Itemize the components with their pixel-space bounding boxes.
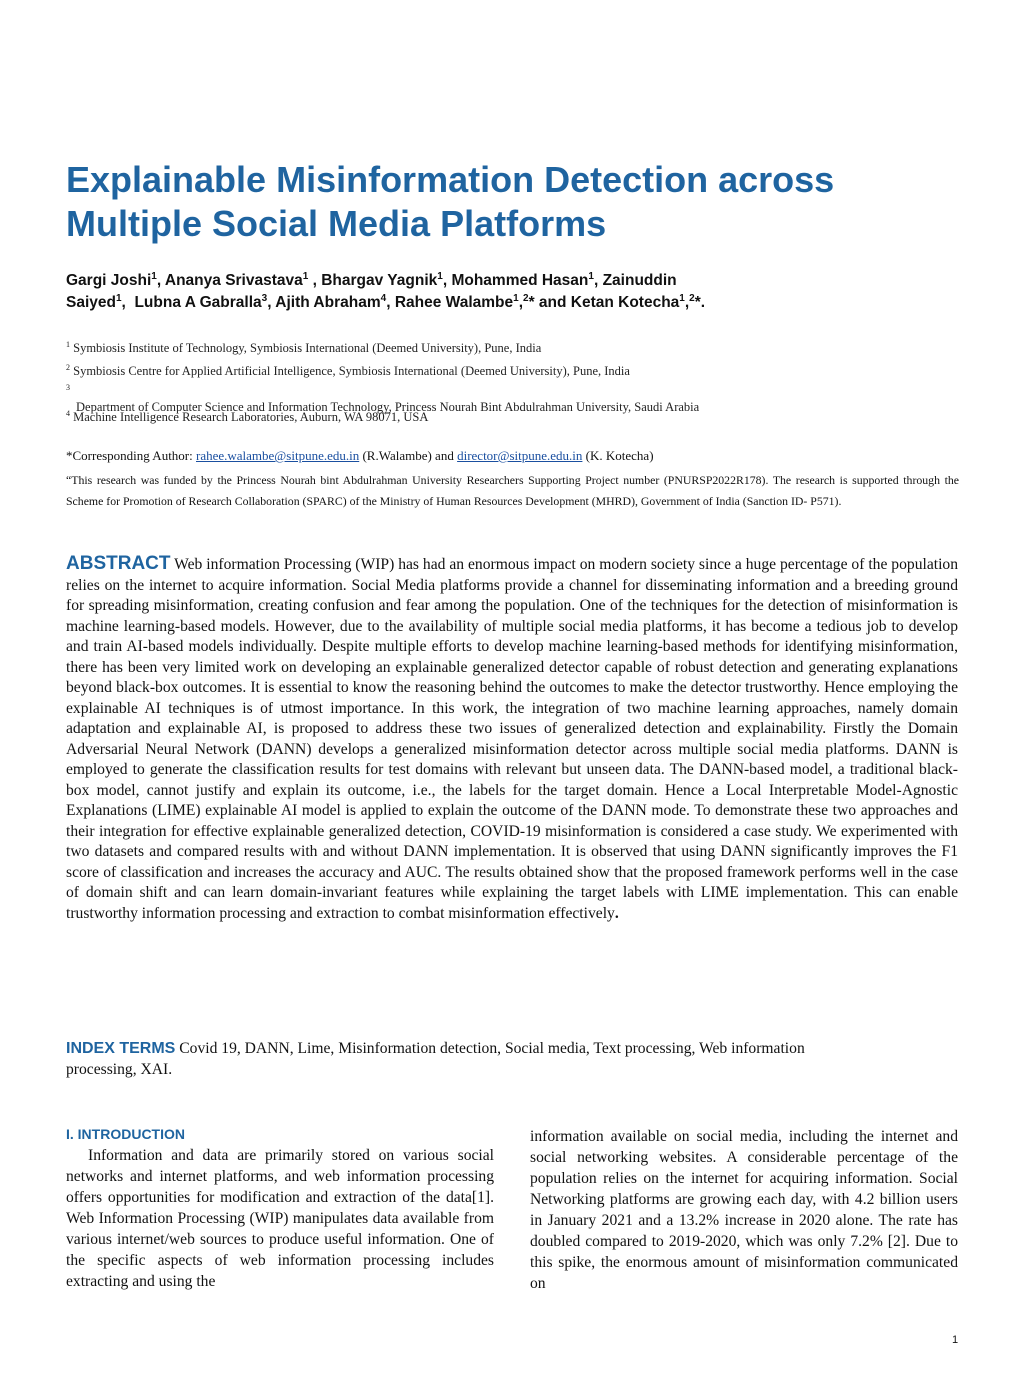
affiliation-text: Department of Computer Science and Information Technology, Princess Nourah Bint Abdulrahman University, Saudi Arabia [76, 400, 700, 415]
paper-title: Explainable Misinformation Detection across Multiple Social Media Platforms [66, 159, 835, 244]
abstract [66, 554, 958, 924]
affiliation-text: Symbiosis Institute of Technology, Symbiosis International (Deemed University), Pune, India [73, 341, 542, 356]
author-affiliation-marker: 2 [523, 292, 529, 304]
corresponding-author [66, 447, 956, 465]
intro-paragraph-right: information available on social media, including the internet and social networking websites. A considerable percentage of the population relies on the internet for acquiring information. Social Networking platforms are growing each day, with 4.2 billion users in January 2021 and a 13.2% increase in 2020 alone. The rate has doubled compared to 2019-2020, which was only 7.2% [2]. Due to this spike, the enormous amount of misinformation communicated on [530, 1128, 958, 1292]
author-separator: , [386, 294, 395, 311]
abstract-text: Web information Processing (WIP) has had an enormous impact on modern society since a huge percentage of the population relies on the internet to acquire information. Social Media platforms provide a channel for disseminating information and a breeding ground for spreading misinformation, creating confusion and fear among the population. One of the techniques for the detection of misinformation is machine learning-based models. However, due to the availability of multiple social media platforms, it has become a tedious job to develop and train AI-based models individually. Despite multiple efforts to develop machine learning-based methods for identifying misinformation, there has been very limited work on developing an explainable generalized detector capable of robust detection and generating explanations beyond black-box outcomes. It is essential to know the reasoning behind the outcomes to make the detector trustworthy. Hence employing the explainable AI techniques is of utmost importance. In this work, the integration of two machine learning approaches, namely domain adaptation and explainable AI, is proposed to address these two issues of generalized detection and explainability. Firstly the Domain Adversarial Neural Network (DANN) develops a generalized misinformation detector across multiple social media platforms. DANN is employed to generate the classification results for test domains with relevant but unseen data. The DANN-based model, a traditional black-box model, cannot justify and explain its outcome, i.e., the labels for the target domain. Hence a Local Interpretable Model-Agnostic Explanations (LIME) explainable AI model is applied to explain the outcome of the DANN mode. To demonstrate these two approaches and their integration for effective explainable generalized detection, COVID-19 misinformation is considered a case study. We experimented with two datasets and compared results with and without DANN implementation. It is observed that using DANN significantly improves the F1 score of classification and increases the accuracy and AUC. The results obtained show that the proposed framework performs well in the case of domain shift and can learn domain-invariant features while explaining the target labels with LIME implementation. This can enable trustworthy information processing and extraction to combat misinformation effectively [66, 556, 959, 922]
author-affiliation-marker: 1 [437, 270, 443, 282]
author-affiliation-marker: 4 [380, 292, 387, 304]
author-separator: , [121, 294, 135, 311]
affiliation-marker: 1 [66, 340, 70, 349]
author-affiliation-marker: 1 [151, 270, 157, 282]
author-affiliation-marker: 1 [588, 270, 594, 282]
author-name: Lubna A Gabralla [134, 294, 262, 311]
author-separator: , [267, 294, 276, 311]
author-separator: , [518, 294, 523, 311]
author-affiliation-marker: 1 [513, 292, 519, 304]
author-name: Gargi Joshi [66, 272, 152, 289]
author-affiliation-marker: 2 [689, 292, 695, 304]
author-name: Ketan Kotecha [570, 294, 680, 311]
affiliation-text: Symbiosis Centre for Applied Artificial Intelligence, Symbiosis International (Deemed University), Pune, India [73, 364, 630, 379]
author-separator: *. [694, 294, 706, 311]
affiliation-text: Machine Intelligence Research Laboratories, Auburn, WA 98071, USA [73, 410, 429, 425]
author-separator: * and [528, 294, 571, 311]
author-name: Mohammed Hasan [451, 272, 589, 289]
corresponding-label: *Corresponding Author: [66, 448, 196, 463]
author-affiliation-marker: 3 [261, 292, 268, 304]
author-list [66, 270, 956, 314]
email-link-walambe[interactable]: rahee.walambe@sitpune.edu.in [196, 448, 360, 463]
funding-note: “This research was funded by the Princess Nourah bint Abdulrahman University Researchers Supporting Project number (PNURSP2022R178). The research is supported through the Scheme for Promotion of Research Collaboration (SPARC) of the Ministry of Human Resources Development (MHRD), Government of India (Sanction ID- P571). [66, 473, 959, 508]
author-affiliation-marker: 1 [679, 292, 685, 304]
author-name: Rahee Walambe [394, 294, 514, 311]
affiliation-marker: 2 [66, 363, 70, 372]
page-number: 1 [952, 1334, 959, 1346]
author-name: Saiyed [66, 294, 116, 311]
author-affiliation-marker: 1 [302, 270, 309, 282]
affiliation-2 [66, 360, 630, 379]
abstract-label: ABSTRACT [66, 553, 171, 574]
affiliation-1 [66, 337, 541, 356]
author-separator: , [308, 272, 322, 289]
author-separator: , [442, 272, 452, 289]
intro-column-right [530, 1126, 958, 1294]
author-affiliation-marker: 1 [115, 292, 122, 304]
author-line-1 [66, 270, 956, 292]
author-separator: , [593, 272, 603, 289]
index-terms [66, 1038, 826, 1080]
intro-column-left [66, 1124, 494, 1292]
affiliation-marker: 4 [66, 409, 70, 418]
author-separator: , [684, 294, 690, 311]
author-name: Ananya Srivastava [164, 272, 303, 289]
index-terms-label: INDEX TERMS [66, 1040, 176, 1057]
author-line-2 [66, 292, 956, 314]
corresponding-mid: (R.Walambe) and [359, 448, 458, 463]
corresponding-suffix: (K. Kotecha) [582, 448, 654, 463]
author-name: Bhargav Yagnik [321, 272, 438, 289]
section-heading-introduction: I. INTRODUCTION [66, 1126, 185, 1142]
affiliation-4 [66, 406, 428, 425]
affiliation-marker: 3 [66, 383, 70, 392]
author-name: Ajith Abraham [275, 294, 381, 311]
abstract-end: . [614, 904, 619, 922]
author-separator: , [156, 272, 165, 289]
email-link-kotecha[interactable]: director@sitpune.edu.in [457, 448, 583, 463]
intro-paragraph-left: Information and data are primarily stored on various social networks and internet platforms, and web information processing offers opportunities for modification and extraction of the data[1]. Web Information Processing (WIP) manipulates data available from various internet/web sources to produce useful information. One of the specific aspects of web information processing includes extracting and using the [66, 1147, 494, 1290]
author-name: Zainuddin [602, 272, 677, 289]
index-terms-text: Covid 19, DANN, Lime, Misinformation detection, Social media, Text processing, Web information processing, XAI. [66, 1040, 805, 1078]
